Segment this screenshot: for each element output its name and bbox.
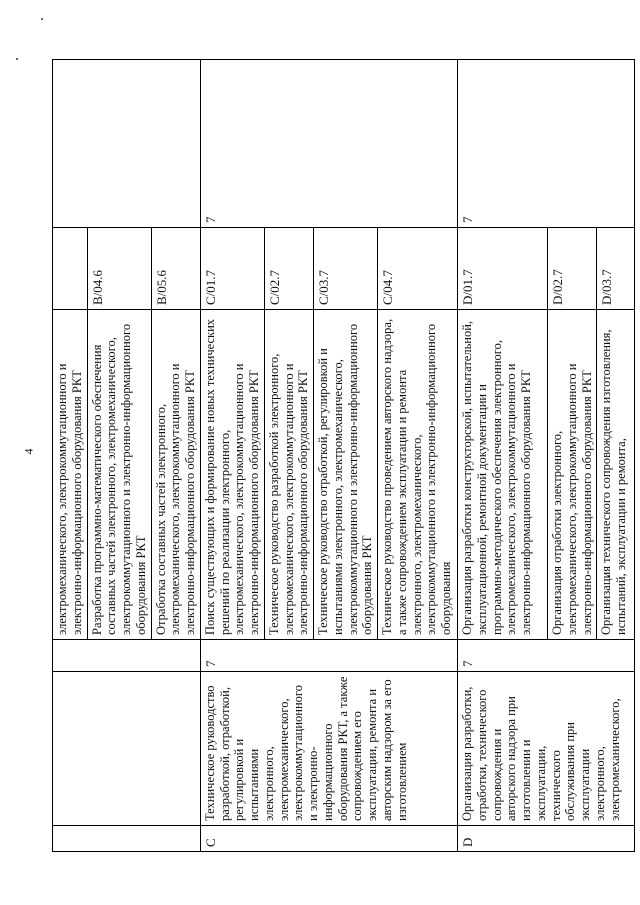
function-name-cell: Техническое руководство разработкой электронного, электромеханического, электрокоммутационного и электронно-информационного оборудования РКТ bbox=[264, 310, 313, 640]
function-name-cell: Техническое руководство проведением авторского надзора, а также сопровождением эксплуатации и ремонта электронного, электромеханического, электрокоммутационного и электронно-информационного оборудования bbox=[378, 310, 458, 640]
gf-level-cell-empty bbox=[53, 640, 201, 672]
function-code-cell: D/03.7 bbox=[597, 228, 635, 310]
function-name-cell: Организация технического сопровождения изготовления, испытаний, эксплуатации и ремонта, bbox=[597, 310, 635, 640]
table-row bbox=[200, 60, 264, 852]
function-code-cell: C/01.7 bbox=[200, 228, 264, 310]
gf-name-cell: Организация разработки, отработки, технического сопровождения и авторского надзора при изготовлении и эксплуатации, технического обслуживания при эксплуатации электронного, электромеханического, bbox=[458, 672, 635, 826]
gf-name-cell: Техническое руководство разработкой, отработкой, регулировкой и испытаниями электронного, электромеханического, электрокоммутационного и электронно-информационного оборудования РКТ, а также сопровождением его эксплуатации, ремонта и авторским надзором за его изготовлением bbox=[200, 672, 457, 826]
gf-level-cell: 7 bbox=[200, 640, 457, 672]
function-code-cell: C/03.7 bbox=[314, 228, 378, 310]
function-code-cell-empty bbox=[53, 228, 88, 310]
function-name-cell: Разработка программно-математического обеспечения составных частей электронного, электромеханического, электрокоммутационного и электронно-информационного оборудования РКТ bbox=[87, 310, 151, 640]
function-name-cell: электромеханического, электрокоммутационного и электронно-информационного оборудования РКТ bbox=[53, 310, 88, 640]
gf-name-cell-empty bbox=[53, 672, 201, 826]
qual-level-cell: 7 bbox=[458, 60, 635, 228]
function-name-cell: Организация разработки конструкторской, испытательной, эксплуатационной, ремонтной документации и программно-методического обеспечения электронного, электромеханического, электрокоммутационного и электронно-информационного оборудования РКТ bbox=[458, 310, 548, 640]
function-code-cell: D/01.7 bbox=[458, 228, 548, 310]
gf-code-cell: C bbox=[200, 826, 457, 852]
function-name-cell: Поиск существующих и формирование новых технических решений по реализации электронного, электромеханического, электрокоммутационного и электронно-информационного оборудования РКТ bbox=[200, 310, 264, 640]
function-code-cell: B/04.6 bbox=[87, 228, 151, 310]
function-name-cell: Техническое руководство отработкой, регулировкой и испытаниями электронного, электромеханического, электрокоммутационного и электронно-информационного оборудования РКТ bbox=[314, 310, 378, 640]
qual-level-cell-empty bbox=[53, 60, 201, 228]
function-code-cell: B/05.6 bbox=[151, 228, 200, 310]
function-code-cell: C/02.7 bbox=[264, 228, 313, 310]
gf-code-cell: D bbox=[458, 826, 635, 852]
page-number: 4 bbox=[21, 448, 36, 455]
table-row bbox=[458, 60, 548, 852]
qual-level-cell: 7 bbox=[200, 60, 457, 228]
function-code-cell: D/02.7 bbox=[548, 228, 597, 310]
gf-level-cell: 7 bbox=[458, 640, 635, 672]
table-row bbox=[53, 60, 88, 852]
scan-speck bbox=[16, 58, 18, 60]
labor-functions-table bbox=[52, 59, 635, 852]
function-name-cell: Организация отработки электронного, электромеханического, электрокоммутационного и электронно-информационного оборудования РКТ bbox=[548, 310, 597, 640]
scan-speck bbox=[41, 18, 43, 20]
functions-table-rotated bbox=[52, 60, 628, 852]
function-code-cell: C/04.7 bbox=[378, 228, 458, 310]
gf-code-cell-empty bbox=[53, 826, 201, 852]
function-name-cell: Отработка составных частей электронного, электромеханического, электрокоммутационного и электронно-информационного оборудования РКТ bbox=[151, 310, 200, 640]
